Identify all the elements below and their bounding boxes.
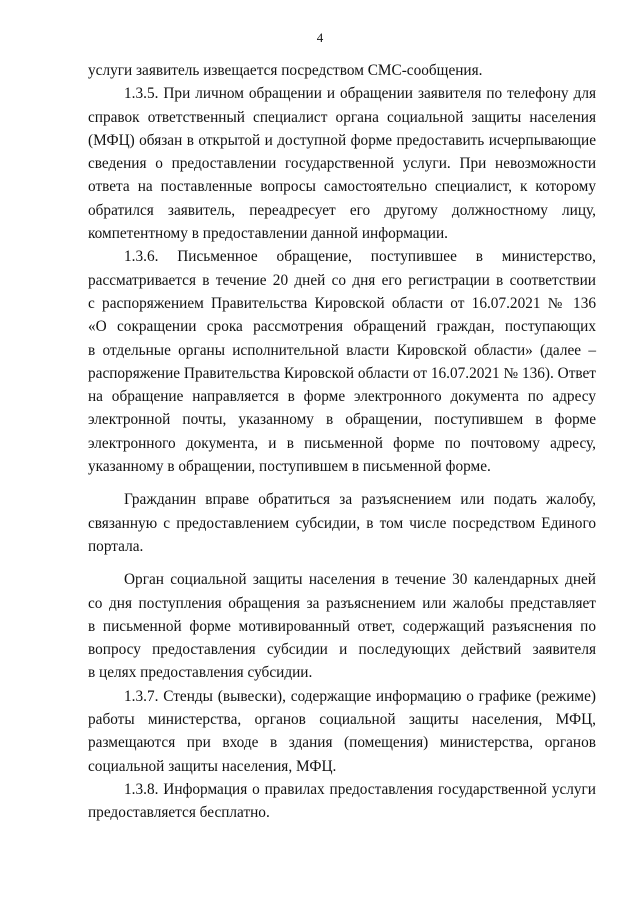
text-line: сведения о предоставлении государственной услуги. При невозможности xyxy=(88,155,596,173)
text-line: (МФЦ) обязан в открытой и доступной форме предоставить исчерпывающие xyxy=(88,131,596,149)
text-line: в целях предоставления субсидии. xyxy=(88,664,313,682)
text-line: предоставляется бесплатно. xyxy=(88,804,270,822)
text-line: указанному в обращении, поступившем в письменной форме. xyxy=(88,458,491,476)
text-line: обратился заявитель, переадресует его другому должностному лицу, xyxy=(88,201,596,219)
text-line: компетентному в предоставлении данной информации. xyxy=(88,225,448,243)
text-line: с распоряжением Правительства Кировской области от 16.07.2021 № 136 xyxy=(88,294,596,312)
text-line: в отдельные органы исполнительной власти Кировской области» (далее – xyxy=(88,341,596,359)
text-line: связанную с предоставлением субсидии, в том числе посредством Единого xyxy=(88,514,596,532)
paragraph-1-3-8-line: 1.3.8. Информация о правилах предоставления государственной услуги xyxy=(124,780,596,798)
document-body xyxy=(88,59,596,825)
text-line: работы министерства, органов социальной защиты населения, МФЦ, xyxy=(88,711,596,729)
text-line: распоряжение Правительства Кировской области от 16.07.2021 № 136). Ответ xyxy=(88,364,596,382)
text-line: справок ответственный специалист органа социальной защиты населения xyxy=(88,108,596,126)
text-line: социальной защиты населения, МФЦ. xyxy=(88,757,337,775)
text-line: со дня поступления обращения за разъяснением или жалобы представляет xyxy=(88,594,596,612)
text-line: электронного документа, и в письменной форме по почтовому адресу, xyxy=(88,434,596,452)
text-line: «О сокращении срока рассмотрения обращений граждан, поступающих xyxy=(88,318,596,336)
text-line: портала. xyxy=(88,537,144,555)
text-line: размещаются при входе в здания (помещения) министерства, органов xyxy=(88,734,596,752)
paragraph-1-3-6-line: 1.3.6. Письменное обращение, поступившее в министерство, xyxy=(124,248,596,266)
paragraph-complaint-line: Гражданин вправе обратиться за разъяснением или подать жалобу, xyxy=(124,491,596,509)
text-line: на обращение направляется в форме электронного документа по адресу xyxy=(88,388,596,406)
paragraph-1-3-7-line: 1.3.7. Стенды (вывески), содержащие информацию о графике (режиме) xyxy=(124,687,596,705)
text-line: услуги заявитель извещается посредством СМС-сообщения. xyxy=(88,62,483,79)
paragraph-response-line: Орган социальной защиты населения в течение 30 календарных дней xyxy=(124,571,596,589)
paragraph-1-3-5-line: 1.3.5. При личном обращении и обращении заявителя по телефону для xyxy=(124,85,596,103)
text-line: рассматривается в течение 20 дней со дня его регистрации в соответствии xyxy=(88,271,596,289)
text-line: вопросу предоставления субсидии и последующих действий заявителя xyxy=(88,641,596,659)
text-line: ответа на поставленные вопросы самостоятельно специалист, к которому xyxy=(88,178,596,196)
page-number: 4 xyxy=(316,30,324,45)
text-line: электронной почты, указанному в обращении, поступившем в форме xyxy=(88,411,596,429)
text-line: в письменной форме мотивированный ответ, содержащий разъяснения по xyxy=(88,617,596,635)
